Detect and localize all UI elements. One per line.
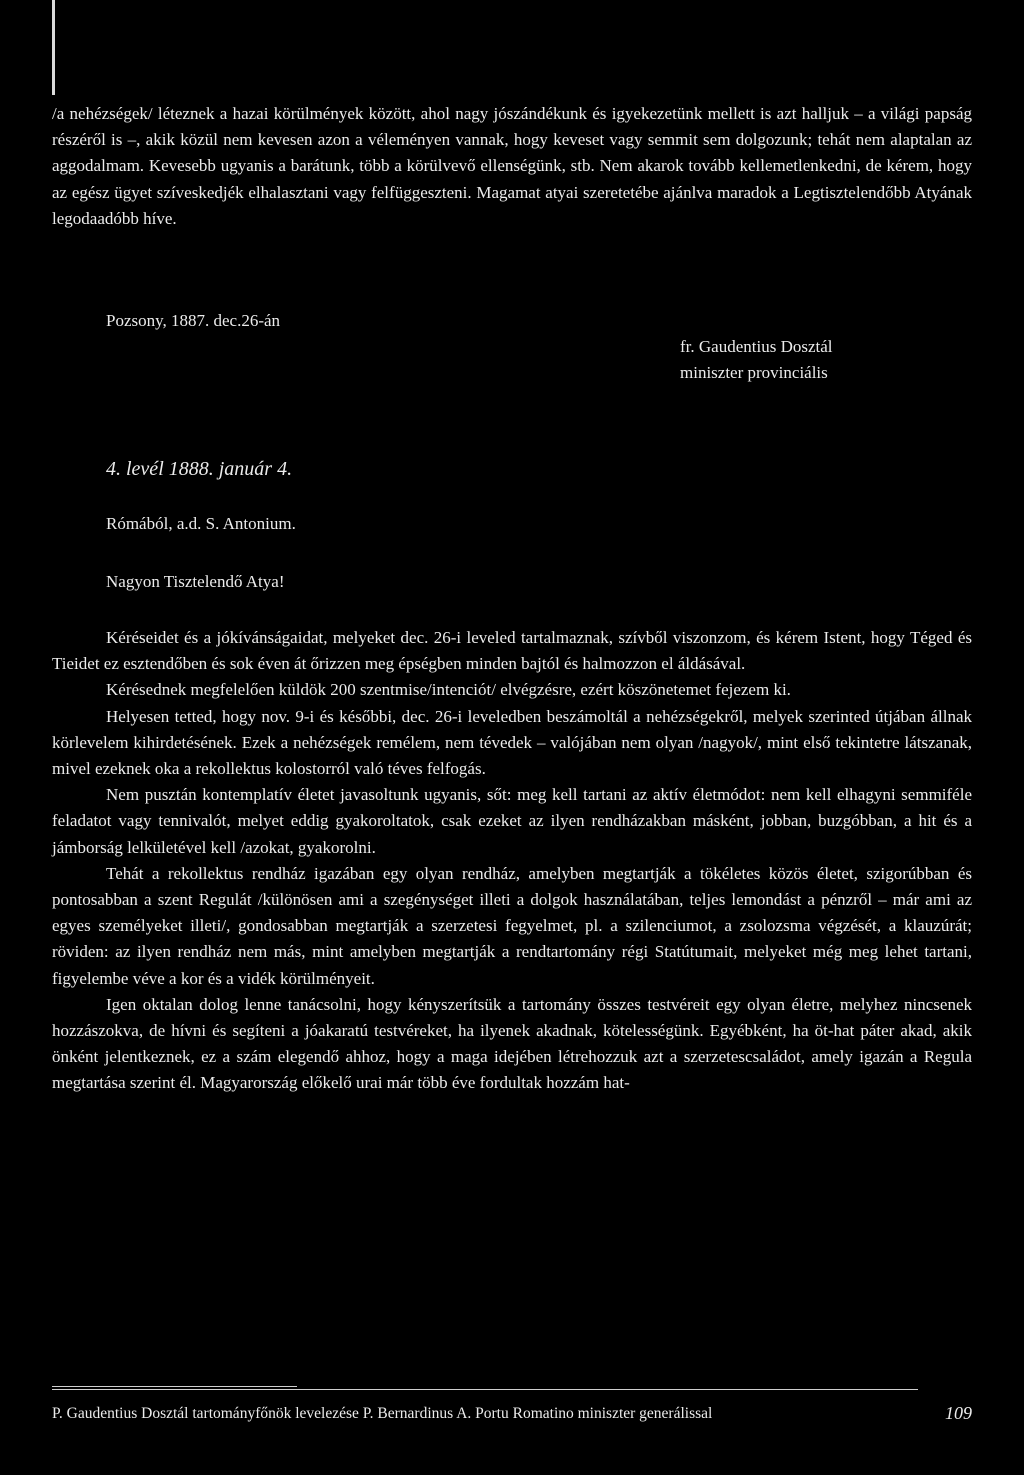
letter-paragraph: Tehát a rekollektus rendház igazában egy olyan rendház, amelyben megtartják a tökéletes közös életet, szigorúbban és pontosabban a szent Regulát /különösen ami a szegénységet illeti a dolgok használatában, teljes lemondást a pénzről – már ami az egyes személyeket illeti/, gondosabban megtartják a szerzetesi fegyelmet, pl. a szilenciumot, a zsolozsma végzését, a klauzúrát; röviden: az ilyen rendház nem más, mint amelyben megtartják a rendtartomány régi Statútumait, melyeket még meg lehet tartani, figyelembe véve a kor és a vidék körülményeit.	[52, 863, 972, 988]
letter-paragraph: Kérésednek megfelelően küldök 200 szentmise/intenciót/ elvégzésre, ezért köszönetemet fejezem ki.	[106, 680, 791, 700]
signature-name: fr. Gaudentius Dosztál	[680, 337, 833, 356]
letter-salutation: Nagyon Tisztelendő Atya!	[106, 572, 285, 591]
letter-from-line: Rómából, a.d. S. Antonium.	[106, 514, 296, 533]
page-number: 109	[945, 1403, 972, 1423]
scan-edge-mark	[52, 0, 55, 95]
letter-paragraph: Kéréseidet és a jókívánságaidat, melyeket dec. 26-i leveled tartalmaznak, szívből viszonzom, és kérem Istent, hogy Téged és Tieidet ez esztendőben és sok éven át őrizzen meg épségben minden bajtól és halmozzon el áldásával.	[52, 628, 972, 674]
letter-heading: 4. levél 1888. január 4.	[106, 458, 293, 480]
letter-paragraph: Helyesen tetted, hogy nov. 9-i és későbbi, dec. 26-i leveledben beszámoltál a nehézségekről, melyek szerinted útjában állnak körlevelem kihirdetésének. Ezek a nehézségek remélem, nem tévedek – valójában nem olyan /nagyok/, mint első tekintetre látszanak, mivel ezeknek oka a rekollektus kolostorról való téves felfogás.	[52, 706, 972, 779]
signature-title: miniszter provinciális	[680, 363, 828, 382]
letter-body	[52, 625, 972, 1097]
letter-paragraph: Igen oktalan dolog lenne tanácsolni, hogy kényszerítsük a tartomány összes testvéreit egy olyan életre, melyhez nincsenek hozzászokva, de hívni és segíteni a jóakaratú testvéreket, ha ilyenek akadnak, kötelességünk. Egyébként, ha öt-hat páter akad, akik önként jelentkeznek, ez a szám elegendő ahhoz, hogy a maga idejében létrehozzuk azt a szerzetescsaládot, amely igazán a Regula megtartása szerint él. Magyarország előkelő urai már több éve fordultak hozzám hat-	[52, 994, 972, 1093]
place-date: Pozsony, 1887. dec.26-án	[106, 311, 281, 330]
footer-rule-short	[52, 1386, 297, 1387]
document-page	[52, 0, 972, 1475]
letter-paragraph: Nem pusztán kontemplatív életet javasoltunk ugyanis, sőt: meg kell tartani az aktív életmódot: nem kell elhagyni semmiféle feladatot vagy tennivalót, melyet eddig gyakoroltatok, csak ezeket az ilyen rendházakban másként, jobban, buzgóbban, a hit és a jámborság lelkületével kell /azokat, gyakorolni.	[52, 785, 972, 857]
signature-block	[680, 334, 833, 386]
running-footer: P. Gaudentius Dosztál tartományfőnök levelezése P. Bernardinus A. Portu Romatino miniszter generálissal	[52, 1405, 713, 1422]
footer-rule	[52, 1389, 918, 1390]
intro-paragraph: /a nehézségek/ léteznek a hazai körülmények között, ahol nagy jószándékunk és igyekezetünk mellett is azt halljuk – a világi papság részéről is –, akik közül nem kevesen azon a véleményen vannak, hogy keveset vagy semmit sem dolgozunk; tehát nem alaptalan az aggodalmam. Kevesebb ugyanis a barátunk, több a körülvevő ellenségünk, stb. Nem akarok tovább kellemetlenkedni, de kérem, hogy az egész ügyet szíveskedjék elhalasztani vagy felfüggeszteni. Magamat atyai szeretetébe ajánlva maradok a Legtisztelendőbb Atyának legodaadóbb híve.	[52, 104, 972, 228]
